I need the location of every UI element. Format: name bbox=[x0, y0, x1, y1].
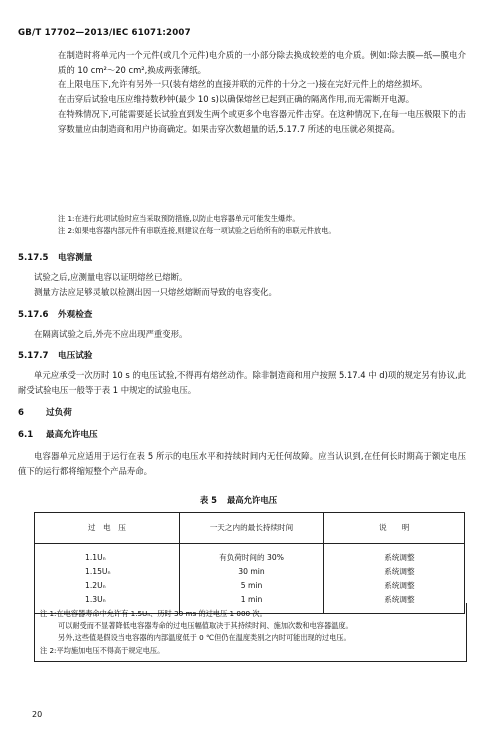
table-cell: 系统调整 bbox=[384, 581, 415, 591]
page-number: 20 bbox=[32, 710, 43, 719]
table-cell: 系统调整 bbox=[384, 553, 415, 562]
standard-header: GB/T 17702—2013/IEC 61071:2007 bbox=[18, 28, 191, 38]
note-line: 注 1:在电容器寿命中允许有 1.5Uₙ、历时 30 ms 的过电压 1 000 次。 bbox=[40, 609, 267, 618]
paragraph: 在击穿后试验电压应维持数秒钟(最少 10 s)以确保熔丝已起到正确的隔离作用,而无需断开电源。 bbox=[58, 94, 415, 105]
section-body-5-17-5 bbox=[34, 270, 466, 299]
table-cell: 系统调整 bbox=[384, 567, 415, 577]
section-title: 电压试验 bbox=[58, 351, 93, 361]
section-title: 过负荷 bbox=[46, 408, 72, 418]
paragraph: 在隔离试验之后,外壳不应出现严重变形。 bbox=[34, 329, 188, 339]
table-cell: 5 min bbox=[240, 581, 263, 591]
table-cell: 1.15Uₙ bbox=[85, 567, 111, 577]
section-number: 6.1 bbox=[18, 430, 34, 440]
table-cell: 1 min bbox=[240, 595, 263, 605]
note-line: 注 2:平均施加电压不得高于规定电压。 bbox=[40, 645, 165, 655]
note-line: 注 1:在进行此项试验时应当采取预防措施,以防止电容器单元可能发生爆炸。 bbox=[58, 214, 300, 223]
max-voltage-table bbox=[34, 512, 465, 614]
section-body-6-1 bbox=[18, 449, 466, 478]
paragraph: 试验之后,应测量电容以证明熔丝已熔断。 bbox=[34, 272, 188, 282]
section-title: 外观检查 bbox=[58, 310, 93, 320]
table-caption bbox=[0, 493, 477, 508]
table-cell: 系统调整 bbox=[384, 595, 415, 605]
note-line: 可以耐受而不显著降低电容器寿命的过电压幅值取决于其持续时间、施加次数和电容器温度。 bbox=[58, 621, 353, 631]
paragraph: 单元应承受一次历时 10 s 的电压试验,不得再有熔丝动作。除非制造商和用户按照 5.17.4 中 d)项的规定另有协议,此耐受试验电压一般等于表 1 中规定的试验电压。 bbox=[18, 370, 466, 395]
table-header-row bbox=[35, 513, 465, 544]
paragraph: 在制造时将单元内一个元件(或几个元件)电介质的一小部分除去换成较差的电介质。例如:除去膜—纸—膜电介质的 10 cm²～20 cm²,换成两张薄纸。 bbox=[58, 50, 466, 75]
column-header: 过 电 压 bbox=[35, 513, 180, 544]
top-notes bbox=[58, 213, 466, 236]
paragraph: 在特殊情况下,可能需要延长试验直到发生两个或更多个电容器元件击穿。在这种情况下,在每一电压极限下的击穿数量应由制造商和用户协商确定。如果击穿次数超量的话,5.17.7 所述的电压就必须提高。 bbox=[58, 108, 466, 134]
section-heading-5-17-5 bbox=[18, 251, 92, 266]
table-cell: 有负荷时间的 30% bbox=[219, 553, 284, 562]
table-cell: 1.1Uₙ bbox=[85, 553, 106, 562]
note-line: 另外,这些值是假设当电容器的内部温度低于 0 ℃但仍在温度类别之内时可能出现的过电压。 bbox=[58, 633, 351, 643]
table-cell: 1.3Uₙ bbox=[85, 595, 106, 605]
column-header: 一天之内的最长持续时间 bbox=[179, 513, 324, 544]
section-number: 5.17.6 bbox=[18, 310, 49, 320]
section-heading-6-1 bbox=[18, 428, 98, 443]
section-heading-6 bbox=[18, 406, 72, 421]
note-line: 注 2:如果电容器内部元件有串联连接,则建议在每一项试验之后给所有的串联元件放电。 bbox=[58, 225, 336, 235]
section-number: 6 bbox=[18, 408, 24, 418]
top-paragraph-block bbox=[58, 48, 466, 136]
section-title: 最高允许电压 bbox=[46, 430, 98, 440]
section-body-5-17-7 bbox=[18, 368, 466, 397]
section-number: 5.17.7 bbox=[18, 351, 49, 361]
paragraph: 电容器单元应适用于运行在表 5 所示的电压水平和持续时间内无任何故障。应当认识到,在任何长时期高于额定电压值下的运行都将缩短整个产品寿命。 bbox=[18, 451, 466, 476]
table-notes bbox=[34, 603, 467, 662]
table-caption-title: 最高允许电压 bbox=[226, 495, 278, 505]
section-title: 电容测量 bbox=[58, 253, 93, 263]
column-header: 说 明 bbox=[324, 513, 465, 544]
paragraph: 测量方法应足够灵敏以检测出因一只熔丝熔断而导致的电容变化。 bbox=[34, 286, 277, 297]
table-cell: 30 min bbox=[238, 567, 265, 577]
paragraph: 在上限电压下,允许有另外一只(装有熔丝的直接并联的元件的十分之一)接在完好元件上的熔丝损坏。 bbox=[58, 79, 428, 90]
table-caption-number: 表 5 bbox=[199, 495, 217, 505]
section-number: 5.17.5 bbox=[18, 253, 49, 263]
section-heading-5-17-6 bbox=[18, 308, 92, 323]
section-body-5-17-6 bbox=[34, 327, 466, 342]
section-heading-5-17-7 bbox=[18, 349, 92, 364]
table-cell: 1.2Uₙ bbox=[85, 581, 106, 591]
